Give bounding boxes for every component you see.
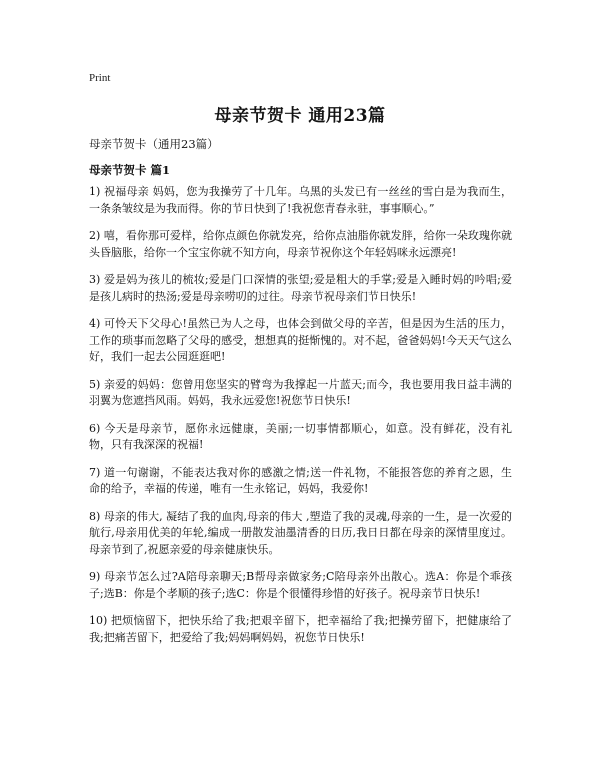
paragraph-3: 3) 爱是妈为孩儿的梳妆;爱是门口深情的张望;爱是粗大的手掌;爱是入睡时妈的吟唱;爱是孩儿病时的热汤;爱是母亲唠叨的过往。母亲节祝母亲们节日快乐! bbox=[89, 273, 512, 303]
document-title: 母亲节贺卡 通用23篇 bbox=[214, 106, 386, 126]
paragraph-list bbox=[89, 184, 512, 657]
paragraph-4: 4) 可怜天下父母心!虽然已为人之母，也体会到做父母的辛苦，但是因为生活的压力，工作的琐事而忽略了父母的感受，想想真的挺惭愧的。对不起，爸爸妈妈!今天天气这么好，我们一起去公园逛逛吧! bbox=[89, 317, 512, 363]
paragraph-8: 8) 母亲的伟大, 凝结了我的血肉,母亲的伟大 ,塑造了我的灵魂,母亲的一生，是一次爱的航行,母亲用优美的年轮,编成一册散发油墨清香的日历,我日日都在母亲的深情里度过。母亲节到了,祝愿亲爱的母亲健康快乐。 bbox=[89, 509, 512, 556]
paragraph-2: 2) 嘻，看你那可爱样，给你点颜色你就发亮，给你点油脂你就发胖，给你一朵玫瑰你就头昏脑胀，给你一个宝宝你就不知方向，母亲节祝你这个年轻妈咪永远漂亮! bbox=[89, 229, 512, 259]
paragraph-6: 6) 今天是母亲节，愿你永远健康，美丽;一切事情都顺心，如意。没有鲜花，没有礼物，只有我深深的祝福! bbox=[89, 421, 512, 451]
document-subtitle: 母亲节贺卡（通用23篇） bbox=[89, 137, 219, 151]
print-label: Print bbox=[89, 72, 111, 84]
paragraph-5: 5) 亲爱的妈妈：您曾用您坚实的臂弯为我撑起一片蓝天;而今，我也要用我日益丰满的羽翼为您遮挡风雨。妈妈，我永远爱您!祝您节日快乐! bbox=[89, 377, 512, 407]
paragraph-10: 10) 把烦恼留下，把快乐给了我;把艰辛留下，把幸福给了我;把操劳留下，把健康给了我;把痛苦留下，把爱给了我;妈妈啊妈妈，祝您节日快乐! bbox=[89, 614, 512, 644]
paragraph-9: 9) 母亲节怎么过?A陪母亲聊天;B帮母亲做家务;C陪母亲外出散心。选A：你是个乖孩子;选B：你是个孝顺的孩子;选C：你是个很懂得珍惜的好孩子。祝母亲节日快乐! bbox=[89, 570, 512, 600]
paragraph-7: 7) 道一句谢谢，不能表达我对你的感激之情;送一件礼物，不能报答您的养育之恩，生命的给予，幸福的传递，唯有一生永铭记，妈妈，我爱你! bbox=[89, 465, 512, 495]
paragraph-1: 1) 祝福母亲 妈妈，您为我操劳了十几年。乌黑的头发已有一丝丝的雪白是为我而生，一条条皱纹是为我而得。你的节日快到了!我祝您青春永驻，事事顺心。” bbox=[89, 185, 512, 215]
section-heading: 母亲节贺卡 篇1 bbox=[89, 163, 171, 177]
